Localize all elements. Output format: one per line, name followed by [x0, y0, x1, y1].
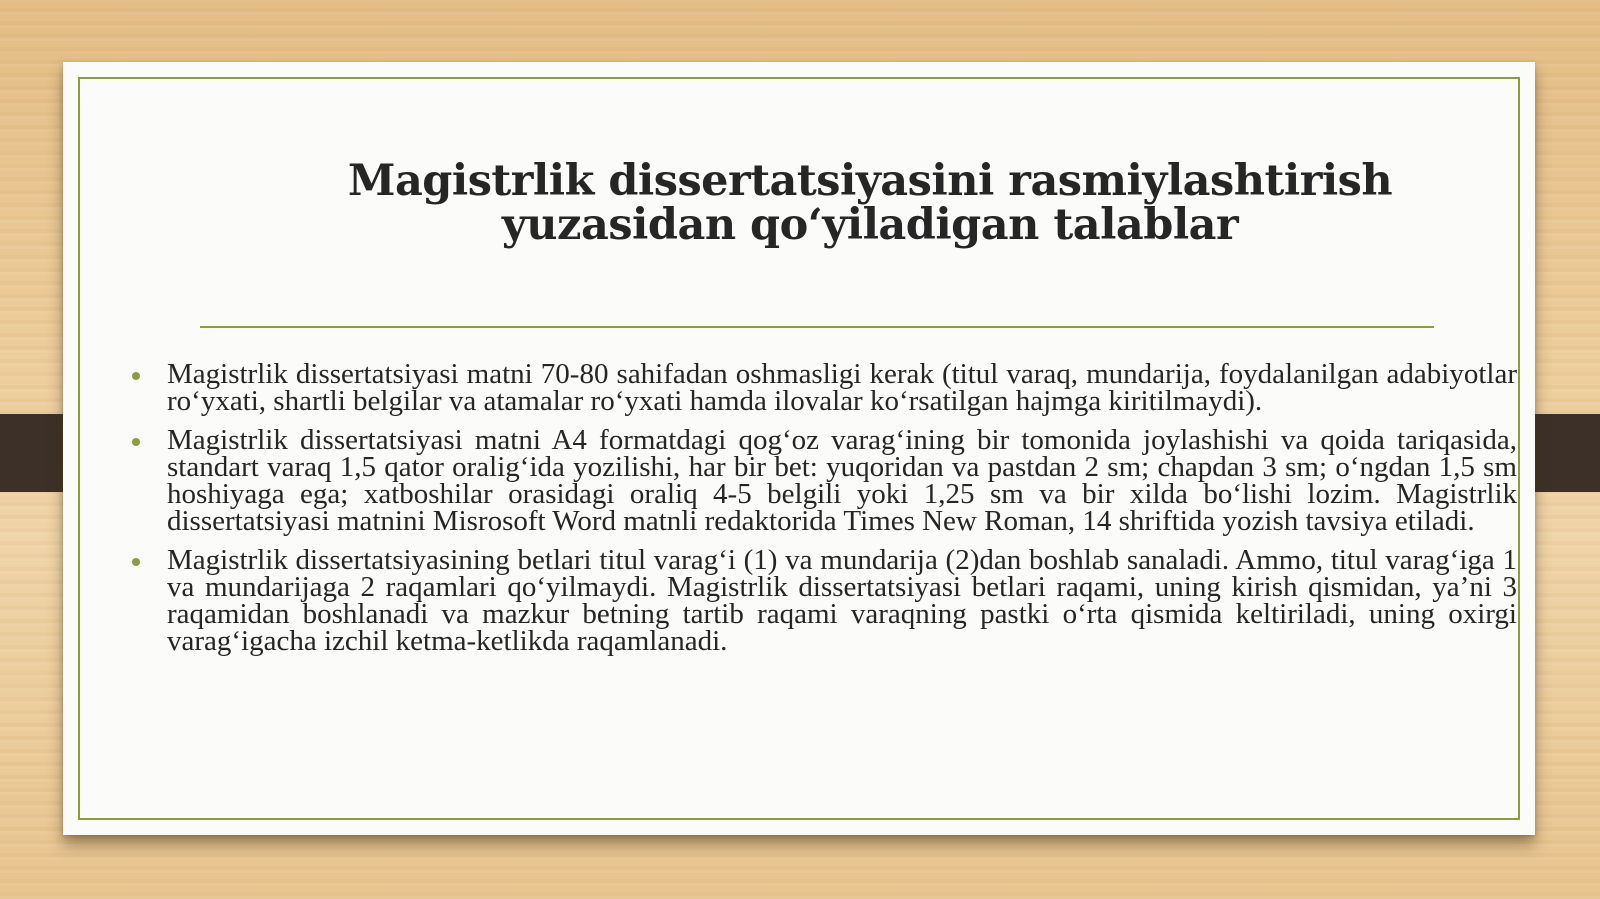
slide-frame: [78, 77, 1520, 820]
slide-title-line-1: Magistrlik dissertatsiyasini rasmiylashtirish: [347, 156, 1393, 206]
bullet-item-page-count: [132, 358, 1517, 417]
title-divider: [200, 326, 1434, 328]
bullet-item-formatting: [132, 424, 1517, 537]
bullet-text-formatting: Magistrlik dissertatsiyasi matni A4 formatdagi qog‘oz varag‘ining bir tomonida joylashishi va qoida tariqasida, standart varaq 1,5 qator oralig‘ida yozilishi, har bir bet: yuqoridan va pastdan 2 sm; chapdan 3 sm; o‘ngdan 1,5 sm hoshiyaga ega; xatboshilar orasidagi oraliq 4-5 belgili yoki 1,25 sm va bir xilda bo‘lishi lozim. Magistrlik dissertatsiyasi matnini Misrosoft Word matnli redaktorida Times New Roman, 14 shriftida yozish tavsiya etiladi.: [167, 424, 1517, 537]
bullet-text-page-numbering: Magistrlik dissertatsiyasining betlari titul varag‘i (1) va mundarija (2)dan boshlab sanaladi. Ammo, titul varag‘iga 1 va mundarijaga 2 raqamlari qo‘yilmaydi. Magistrlik dissertatsiyasi betlari raqami, uning kirish qismidan, ya’ni 3 raqamidan boshlanadi va mazkur betning tartib raqami varaqning pastki o‘rta qismida keltiriladi, uning oxirgi varag‘igacha izchil ketma-ketlikda raqamlanadi.: [167, 544, 1517, 657]
bullet-dot-icon: [132, 558, 140, 566]
bullet-item-page-numbering: [132, 544, 1517, 657]
bullet-list: [132, 358, 1517, 667]
bullet-dot-icon: [132, 372, 140, 380]
slide-title-line-2: yuzasidan qo‘yiladigan talablar: [501, 200, 1239, 250]
slide-card: [63, 62, 1535, 835]
bullet-dot-icon: [132, 438, 140, 446]
slide-title: [190, 156, 1550, 250]
bullet-text-page-count: Magistrlik dissertatsiyasi matni 70-80 sahifadan oshmasligi kerak (titul varaq, mundarija, foydalanilgan adabiyotlar ro‘yxati, shartli belgilar va atamalar ro‘yxati hamda ilovalar ko‘rsatilgan hajmga kiritilmaydi).: [167, 358, 1517, 417]
